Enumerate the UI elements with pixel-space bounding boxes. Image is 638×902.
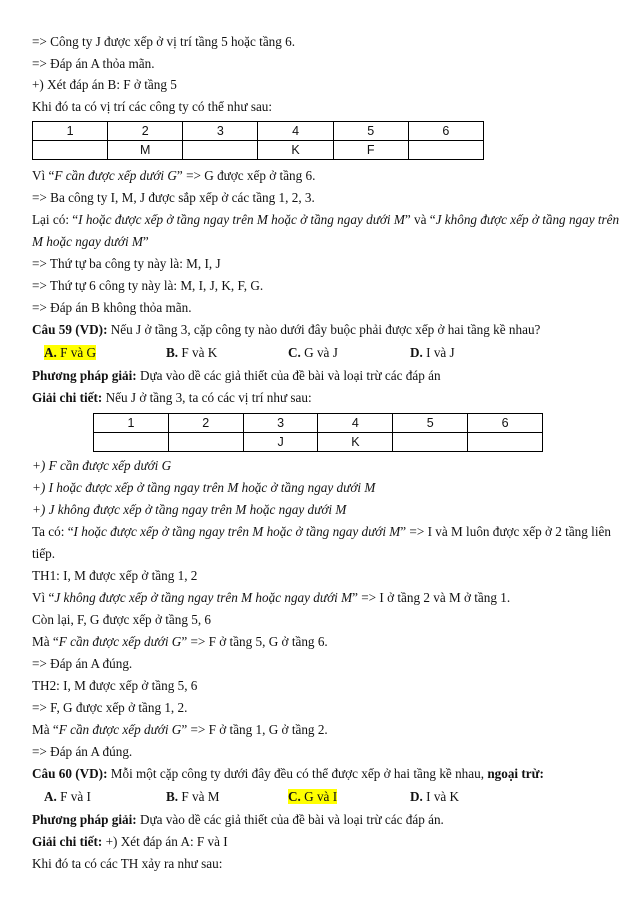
q60-option-c[interactable] bbox=[288, 789, 337, 805]
table-cell bbox=[168, 433, 243, 452]
table-cell: 6 bbox=[408, 122, 483, 141]
table-cell: 6 bbox=[468, 414, 543, 433]
option-label: C. bbox=[288, 345, 301, 360]
table-cell bbox=[393, 433, 468, 452]
table-cell bbox=[183, 141, 258, 160]
question-59 bbox=[32, 322, 540, 338]
text-span: ” => F ở tầng 1, G ở tầng 2. bbox=[181, 722, 328, 737]
text-span: Vì “ bbox=[32, 168, 55, 183]
text-line: => Đáp án A thỏa mãn. bbox=[32, 56, 155, 71]
method-heading: Phương pháp giải: bbox=[32, 368, 137, 383]
floor-table-2 bbox=[93, 413, 543, 452]
text-line: => Thứ tự ba công ty này là: M, I, J bbox=[32, 256, 221, 271]
text-line: +) Xét đáp án B: F ở tầng 5 bbox=[32, 77, 177, 92]
table-cell bbox=[468, 433, 543, 452]
q59-option-a[interactable] bbox=[44, 345, 96, 361]
question-60 bbox=[32, 766, 544, 782]
question-number: Câu 59 (VD): bbox=[32, 322, 108, 337]
solution-line bbox=[32, 390, 312, 406]
table-cell: 3 bbox=[243, 414, 318, 433]
option-text: I và K bbox=[426, 789, 460, 804]
question-text: Mỗi một cặp công ty dưới đây đều có thể được xếp ở hai tầng kề nhau, bbox=[107, 766, 488, 781]
method-text: Dựa vào dề các giả thiết của đề bài và loại trừ các đáp án bbox=[136, 368, 441, 383]
table-cell bbox=[408, 141, 483, 160]
table-cell: 1 bbox=[94, 414, 169, 433]
text-line: => Đáp án A đúng. bbox=[32, 744, 133, 759]
table-cell: M bbox=[108, 141, 183, 160]
text-line: TH2: I, M được xếp ở tầng 5, 6 bbox=[32, 678, 198, 693]
text-span: Vì “ bbox=[32, 590, 55, 605]
option-text: G và I bbox=[304, 789, 338, 804]
text-line bbox=[32, 524, 611, 540]
text-line: => Đáp án A đúng. bbox=[32, 656, 133, 671]
option-text: F và G bbox=[60, 345, 97, 360]
table-header-row bbox=[33, 122, 484, 141]
floor-table-1 bbox=[32, 121, 484, 160]
q59-option-d[interactable] bbox=[410, 345, 455, 361]
condition-line: +) F cần được xếp dưới G bbox=[32, 458, 172, 473]
text-span: ” => G được xếp ở tầng 6. bbox=[176, 168, 316, 183]
option-label: A. bbox=[44, 789, 57, 804]
text-line: Khi đó ta có vị trí các công ty có thể như sau: bbox=[32, 99, 273, 114]
text-line: => Ba công ty I, M, J được sắp xếp ở các tầng 1, 2, 3. bbox=[32, 190, 315, 205]
quote-text: I hoặc được xếp ở tầng ngay trên M hoặc ở tầng ngay dưới M bbox=[78, 212, 405, 227]
solution-text: Nếu J ở tầng 3, ta có các vị trí như sau: bbox=[102, 390, 312, 405]
text-line: => Thứ tự 6 công ty này là: M, I, J, K, F, G. bbox=[32, 278, 264, 293]
table-cell: 2 bbox=[168, 414, 243, 433]
text-span: Mà “ bbox=[32, 634, 59, 649]
table-cell: 5 bbox=[333, 122, 408, 141]
text-line: tiếp. bbox=[32, 546, 56, 561]
text-line bbox=[32, 168, 315, 184]
table-cell: 5 bbox=[393, 414, 468, 433]
solution-heading: Giải chi tiết: bbox=[32, 390, 103, 405]
table-cell: F bbox=[333, 141, 408, 160]
method-line bbox=[32, 812, 444, 828]
option-text: I và J bbox=[426, 345, 455, 360]
text-span: ” => I và M luôn được xếp ở 2 tầng liên bbox=[400, 524, 611, 539]
text-line: Khi đó ta có các TH xảy ra như sau: bbox=[32, 856, 223, 871]
table-header-row bbox=[94, 414, 543, 433]
q59-option-c[interactable] bbox=[288, 345, 338, 361]
table-cell: 1 bbox=[33, 122, 108, 141]
option-label: B. bbox=[166, 345, 179, 360]
table-cell: 2 bbox=[108, 122, 183, 141]
quote-text: M hoặc ngay dưới M bbox=[32, 234, 143, 249]
text-span: ” bbox=[142, 234, 149, 249]
text-line bbox=[32, 590, 510, 606]
table-row bbox=[94, 433, 543, 452]
option-text: F và I bbox=[60, 789, 91, 804]
text-span: Mà “ bbox=[32, 722, 59, 737]
q60-option-a[interactable] bbox=[44, 789, 91, 805]
quote-text: F cần được xếp dưới G bbox=[58, 634, 182, 649]
table-cell: 3 bbox=[183, 122, 258, 141]
text-span: Ta có: “ bbox=[32, 524, 74, 539]
text-line: TH1: I, M được xếp ở tầng 1, 2 bbox=[32, 568, 198, 583]
option-label: D. bbox=[410, 345, 423, 360]
table-cell: 4 bbox=[258, 122, 333, 141]
q59-option-b[interactable] bbox=[166, 345, 217, 361]
text-line: => Đáp án B không thỏa mãn. bbox=[32, 300, 192, 315]
text-line bbox=[32, 722, 328, 738]
text-line bbox=[32, 634, 328, 650]
quote-text: J không được xếp ở tầng ngay trên bbox=[435, 212, 620, 227]
text-span: ” và “ bbox=[404, 212, 436, 227]
option-label: C. bbox=[288, 789, 301, 804]
text-line: => F, G được xếp ở tầng 1, 2. bbox=[32, 700, 188, 715]
option-label: B. bbox=[166, 789, 179, 804]
q60-option-b[interactable] bbox=[166, 789, 220, 805]
option-text: F và K bbox=[181, 345, 218, 360]
quote-text: J không được xếp ở tầng ngay trên M hoặc ngay dưới M bbox=[54, 590, 353, 605]
q60-option-d[interactable] bbox=[410, 789, 459, 805]
text-line: => Công ty J được xếp ở vị trí tầng 5 hoặc tầng 6. bbox=[32, 34, 296, 49]
table-cell bbox=[33, 141, 108, 160]
method-line bbox=[32, 368, 441, 384]
quote-text: F cần được xếp dưới G bbox=[58, 722, 182, 737]
option-label: D. bbox=[410, 789, 423, 804]
solution-heading: Giải chi tiết: bbox=[32, 834, 103, 849]
table-cell: J bbox=[243, 433, 318, 452]
text-span: ” => I ở tầng 2 và M ở tầng 1. bbox=[352, 590, 511, 605]
question-number: Câu 60 (VD): bbox=[32, 766, 108, 781]
text-span: ” => F ở tầng 5, G ở tầng 6. bbox=[181, 634, 328, 649]
condition-line: +) J không được xếp ở tầng ngay trên M hoặc ngay dưới M bbox=[32, 502, 347, 517]
solution-text: +) Xét đáp án A: F và I bbox=[102, 834, 228, 849]
quote-text: F cần được xếp dưới G bbox=[54, 168, 177, 183]
condition-line: +) I hoặc được xếp ở tầng ngay trên M hoặc ở tầng ngay dưới M bbox=[32, 480, 376, 495]
table-cell: K bbox=[318, 433, 393, 452]
table-cell: 4 bbox=[318, 414, 393, 433]
quote-text: I hoặc được xếp ở tầng ngay trên M hoặc ở tầng ngay dưới M bbox=[73, 524, 401, 539]
option-text: F và M bbox=[181, 789, 220, 804]
text-span: Lại có: “ bbox=[32, 212, 79, 227]
table-cell bbox=[94, 433, 169, 452]
table-cell: K bbox=[258, 141, 333, 160]
text-line: Còn lại, F, G được xếp ở tầng 5, 6 bbox=[32, 612, 212, 627]
question-text: Nếu J ở tầng 3, cặp công ty nào dưới đây buộc phải được xếp ở hai tầng kề nhau? bbox=[107, 322, 541, 337]
option-text: G và J bbox=[304, 345, 338, 360]
text-line bbox=[32, 212, 619, 228]
table-row bbox=[33, 141, 484, 160]
method-text: Dựa vào dề các giả thiết của đề bài và loại trừ các đáp án. bbox=[136, 812, 444, 827]
method-heading: Phương pháp giải: bbox=[32, 812, 137, 827]
solution-line bbox=[32, 834, 228, 850]
option-label: A. bbox=[44, 345, 57, 360]
text-line bbox=[32, 234, 149, 250]
question-emphasis: ngoại trừ: bbox=[487, 766, 544, 781]
